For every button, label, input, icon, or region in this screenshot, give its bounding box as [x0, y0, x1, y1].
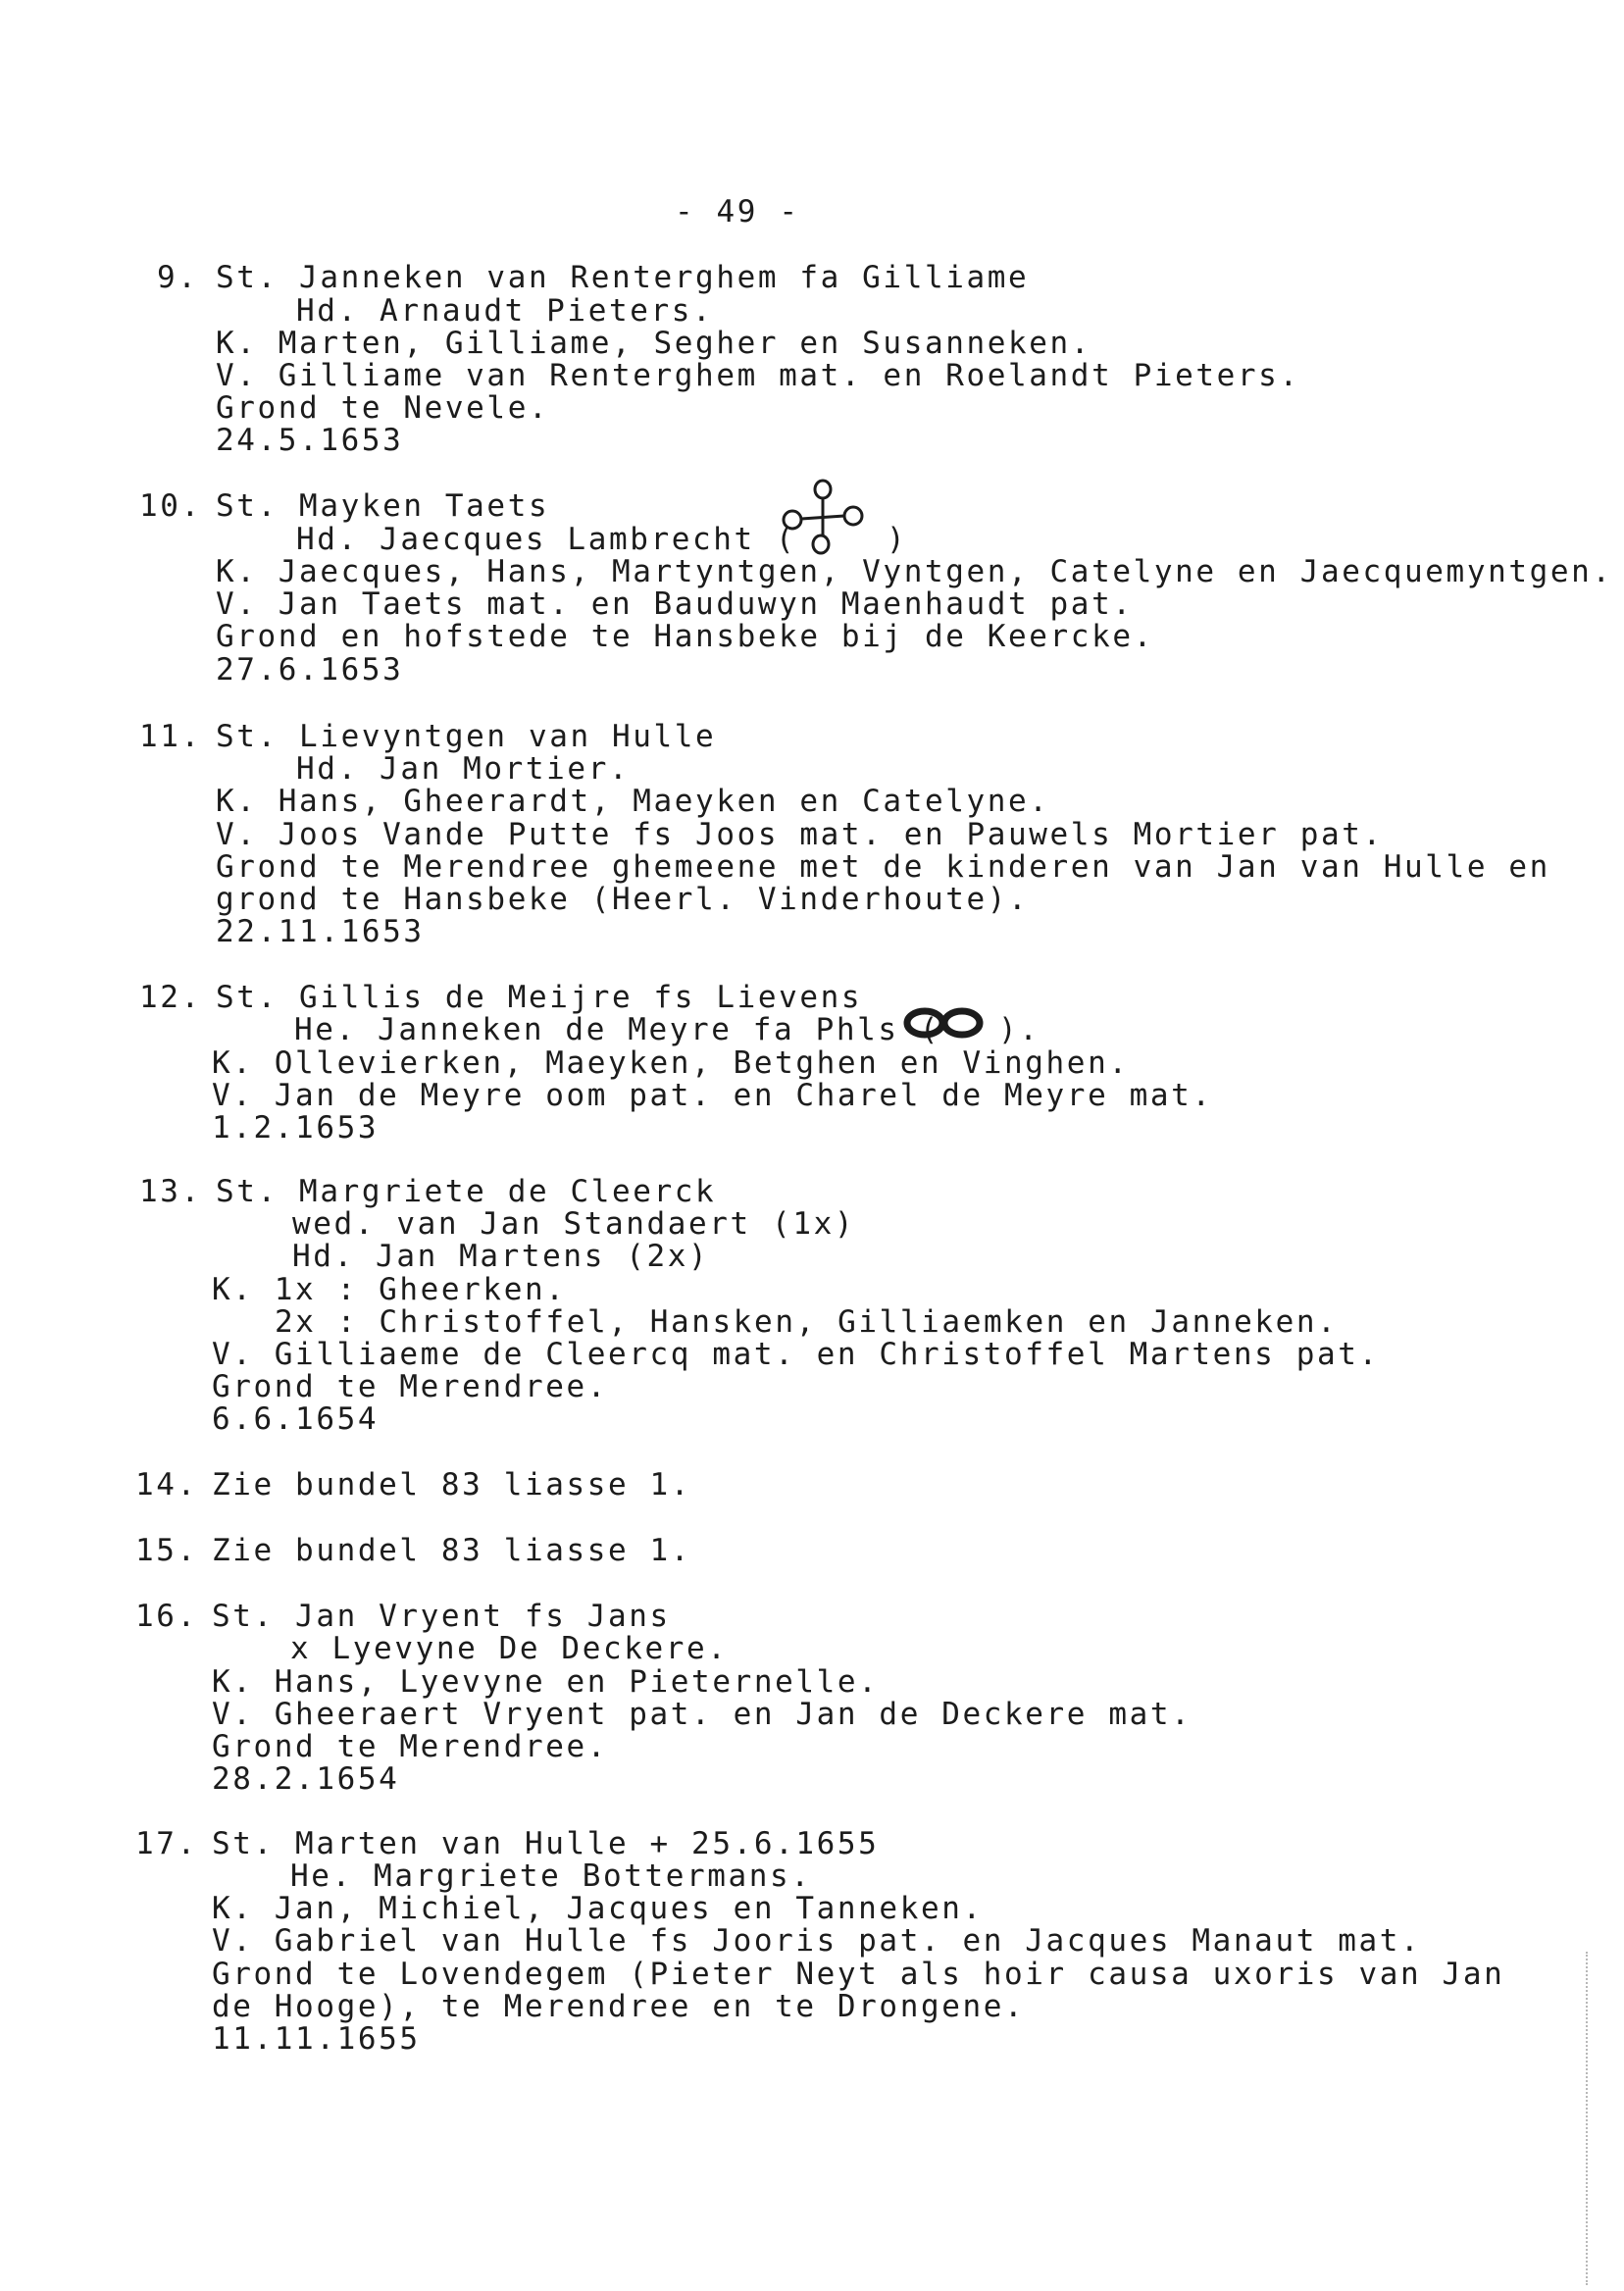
entry-line: grond te Hansbeke (Heerl. Vinderhoute). [216, 882, 1030, 917]
entry-line: Grond te Nevele. [216, 390, 550, 426]
scan-edge-mark [1586, 1952, 1588, 2285]
entry-line: K. Ollevierken, Maeyken, Betghen en Vinghen. [212, 1045, 1130, 1081]
entry-number: 9. [157, 260, 199, 295]
entry-line: Hd. Arnaudt Pieters. [296, 293, 714, 329]
page-number: - 49 - [675, 194, 800, 229]
entry-line: 28.2.1654 [212, 1761, 400, 1797]
entry-line: He. Margriete Bottermans. [290, 1858, 812, 1894]
entry-line: V. Jan de Meyre oom pat. en Charel de Meyre mat. [212, 1078, 1213, 1113]
entry-line: St. Marten van Hulle + 25.6.1655 [212, 1826, 880, 1861]
entry-line: K. Hans, Lyevyne en Pieternelle. [212, 1664, 880, 1700]
entry-line: Zie bundel 83 liasse 1. [212, 1467, 692, 1502]
entry-line: St. Janneken van Renterghem fa Gilliame [216, 260, 1030, 295]
entry-line: V. Jan Taets mat. en Bauduwyn Maenhaudt pat. [216, 586, 1134, 622]
entry-line: Grond en hofstede te Hansbeke bij de Keercke. [216, 619, 1154, 654]
entry-line: Grond te Merendree. [212, 1369, 609, 1404]
entry-number: 16. [135, 1599, 198, 1634]
entry-line: wed. van Jan Standaert (1x) [292, 1206, 856, 1242]
entry-line: 27.6.1653 [216, 652, 404, 687]
entry-line: 6.6.1654 [212, 1401, 380, 1437]
entry-number: 11. [139, 719, 202, 754]
entry-line: St. Margriete de Cleerck [216, 1174, 717, 1209]
entry-number: 10. [139, 488, 202, 524]
entry-line: V. Joos Vande Putte fs Joos mat. en Pauwels Mortier pat. [216, 817, 1384, 852]
entry-line: ). [998, 1012, 1040, 1047]
entry-line: 11.11.1655 [212, 2021, 421, 2057]
entry-line: Grond te Lovendegem (Pieter Neyt als hoir causa uxoris van Jan [212, 1957, 1505, 1992]
entry-number: 12. [139, 980, 202, 1015]
entry-line: 2x : Christoffel, Hansken, Gilliaemken en Janneken. [275, 1304, 1339, 1340]
entry-line: Grond te Merendree. [212, 1729, 609, 1764]
house-mark-icon [897, 1003, 991, 1043]
entry-line: ) [887, 522, 908, 557]
entry-line: V. Gheeraert Vryent pat. en Jan de Deckere mat. [212, 1697, 1193, 1732]
entry-line: V. Gabriel van Hulle fs Jooris pat. en Jacques Manaut mat. [212, 1923, 1422, 1959]
entry-line: K. Marten, Gilliame, Segher en Susanneken. [216, 326, 1092, 361]
entry-line: x Lyevyne De Deckere. [290, 1631, 729, 1666]
entry-line: de Hooge), te Merendree en te Drongene. [212, 1989, 1026, 2024]
entry-number: 13. [139, 1174, 202, 1209]
entry-line: K. Jan, Michiel, Jacques en Tanneken. [212, 1891, 984, 1926]
entry-line: Hd. Jaecques Lambrecht ( [296, 522, 797, 557]
entry-line: K. Hans, Gheerardt, Maeyken en Catelyne. [216, 784, 1050, 819]
entry-number: 15. [135, 1533, 198, 1568]
entry-line: St. Gillis de Meijre fs Lievens [216, 980, 863, 1015]
entry-number: 14. [135, 1467, 198, 1502]
entry-line: St. Lievyntgen van Hulle [216, 719, 717, 754]
entry-line: V. Gilliaeme de Cleercq mat. en Christoffel Martens pat. [212, 1337, 1380, 1372]
entry-line: Zie bundel 83 liasse 1. [212, 1533, 692, 1568]
entry-line: 22.11.1653 [216, 914, 425, 949]
entry-line: Hd. Jan Mortier. [296, 751, 631, 787]
entry-line: 24.5.1653 [216, 423, 404, 458]
entry-line: K. Jaecques, Hans, Martyntgen, Vyntgen, Catelyne en Jaecquemyntgen. [216, 554, 1613, 589]
entry-number: 17. [135, 1826, 198, 1861]
entry-line: K. 1x : Gheerken. [212, 1272, 567, 1307]
entry-line: V. Gilliame van Renterghem mat. en Roelandt Pieters. [216, 358, 1300, 393]
entry-line: Grond te Merendree ghemeene met de kinderen van Jan van Hulle en [216, 849, 1550, 885]
entry-line: St. Mayken Taets [216, 488, 550, 524]
entry-line: Hd. Jan Martens (2x) [292, 1239, 710, 1274]
entry-line: 1.2.1653 [212, 1110, 380, 1146]
entry-line: He. Janneken de Meyre fa Phls ( [294, 1012, 941, 1047]
house-mark-icon [776, 479, 870, 557]
entry-line: St. Jan Vryent fs Jans [212, 1599, 671, 1634]
